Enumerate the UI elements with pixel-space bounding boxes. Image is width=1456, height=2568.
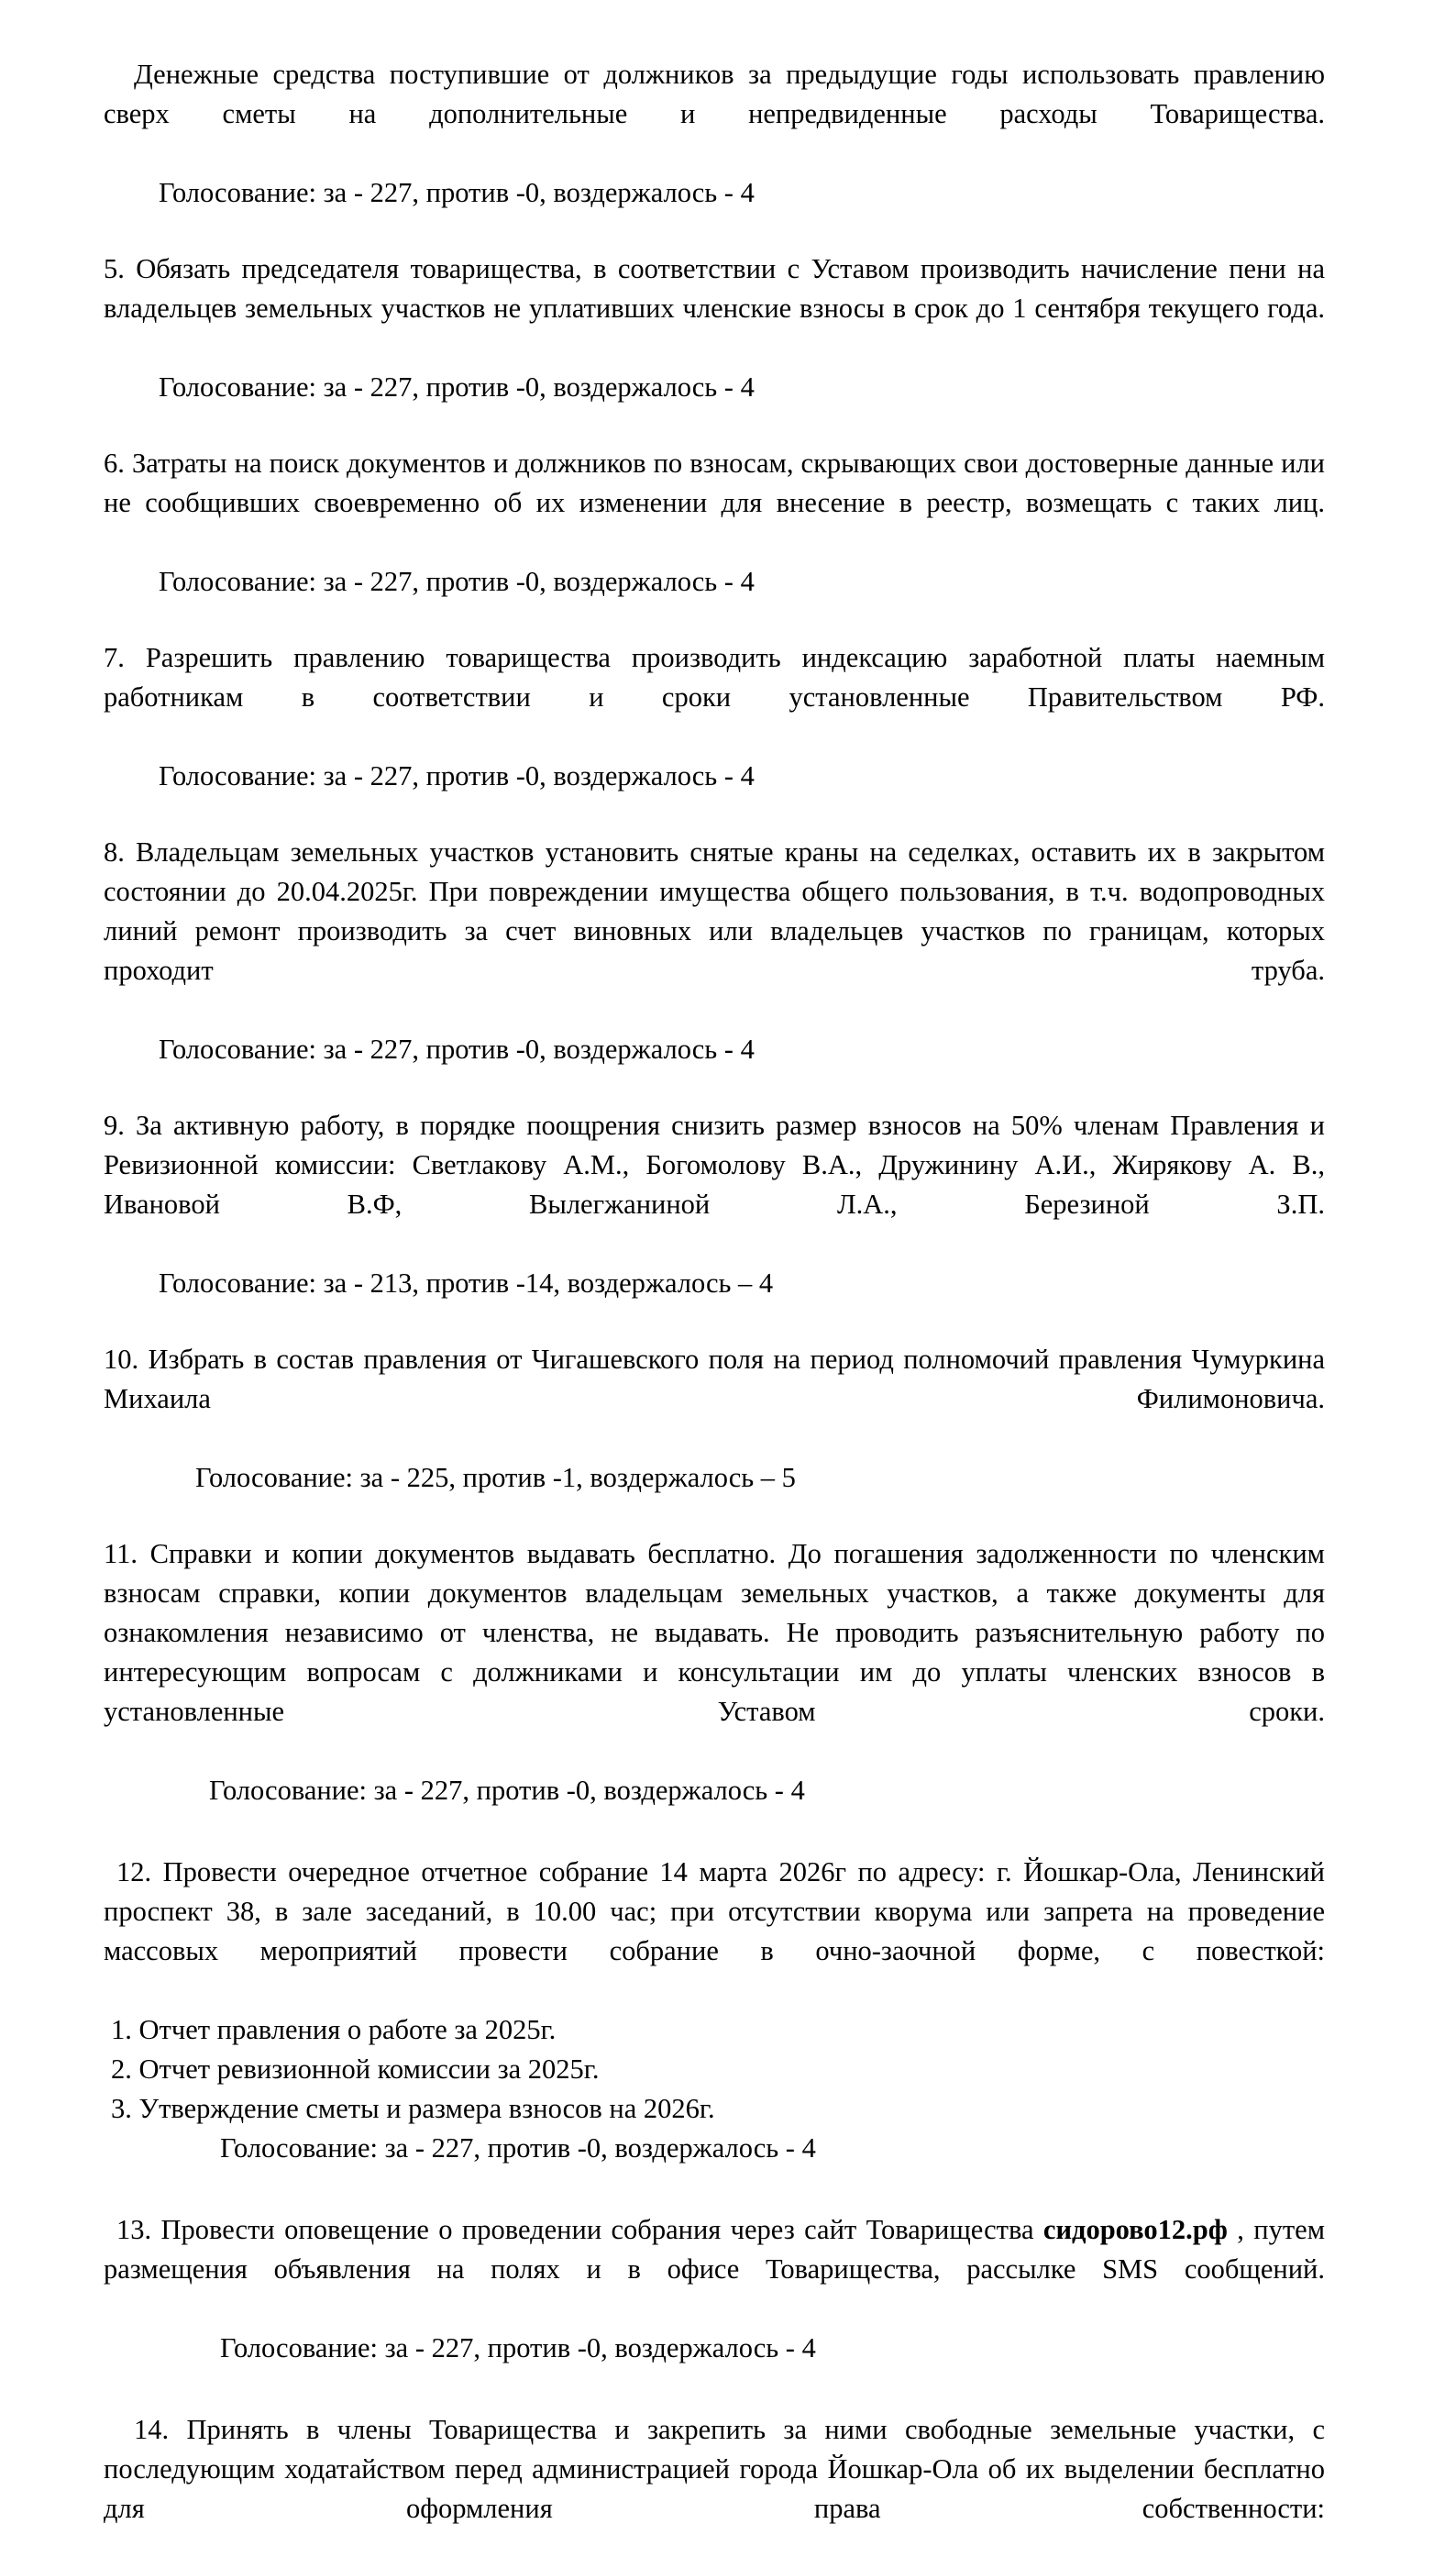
document-body <box>104 55 1325 2568</box>
resolution-item-10: 10. Избрать в состав правления от Чигашевского поля на период полномочий правления Чумуркина Михаила Филимоновича. <box>104 1344 1325 1414</box>
vote-line-item-13: Голосование: за - 227, против -0, воздержалось - 4 <box>220 2332 816 2363</box>
spacer <box>104 1810 1325 1853</box>
item-13-text-before: 13. Провести оповещение о проведении собрания через сайт Товарищества <box>116 2214 1043 2245</box>
vote-line-item-5: Голосование: за - 227, против -0, воздержалось - 4 <box>159 371 755 403</box>
agenda-item-1: 1. Отчет правления о работе за 2025г. <box>111 2014 557 2045</box>
resolution-item-5: 5. Обязать председателя товарищества, в соответствии с Уставом производить начисление пени на владельцев земельных участков не уплативших членские взносы в срок до 1 сентября текущего года. <box>104 253 1325 324</box>
resolution-item-14: 14. Принять в члены Товарищества и закрепить за ними свободные земельные участки, с последующим ходатайством перед администрацией города Йошкар-Ола об их выделении бесплатно для оформления права собственности: <box>104 2414 1325 2524</box>
spacer <box>104 407 1325 444</box>
vote-line-item-12: Голосование: за - 227, против -0, воздержалось - 4 <box>220 2132 816 2164</box>
resolution-item-6: 6. Затраты на поиск документов и должников по взносам, скрывающих свои достоверные данные или не сообщивших своевременно об их изменении для внесение в реестр, возмещать с таких лиц. <box>104 448 1325 518</box>
resolution-item-11: 11. Справки и копии документов выдавать бесплатно. До погашения задолженности по членским взносам справки, копии документов владельцам земельных участков, а также документы для ознакомления независимо от членства, не выдавать. Не проводить разъяснительную работу по интересующим вопросам с должниками и консультации им до уплаты членских взносов в установленные Уставом сроки. <box>104 1538 1325 1727</box>
vote-line-item-9: Голосование: за - 213, против -14, воздержалось – 4 <box>159 1267 774 1299</box>
vote-line-item-10: Голосование: за - 225, против -1, воздержалось – 5 <box>195 1462 796 1493</box>
spacer <box>104 2368 1325 2410</box>
vote-line-item-8: Голосование: за - 227, против -0, воздержалось - 4 <box>159 1034 755 1065</box>
agenda-item-2: 2. Отчет ревизионной комиссии за 2025г. <box>111 2053 600 2085</box>
spacer <box>104 2168 1325 2210</box>
spacer <box>104 796 1325 833</box>
item-13-text-after: , путем размещения объявления на полях и в офисе Товарищества, рассылке SMS сообщений. <box>104 2214 1325 2285</box>
agenda-item-3: 3. Утверждение сметы и размера взносов на 2026г. <box>111 2093 715 2124</box>
spacer <box>104 1069 1325 1106</box>
spacer <box>104 1303 1325 1340</box>
spacer <box>104 213 1325 249</box>
resolution-item-7: 7. Разрешить правлению товарищества производить индексацию заработной платы наемным работникам в соответствии и сроки установленные Правительством РФ. <box>104 642 1325 713</box>
intro-paragraph: Денежные средства поступившие от должников за предыдущие годы использовать правлению сверх сметы на дополнительные и непредвиденные расходы Товарищества. <box>104 59 1325 129</box>
resolution-item-8: 8. Владельцам земельных участков установить снятые краны на седелках, оставить их в закрытом состоянии до 20.04.2025г. При повреждении имущества общего пользования, в т.ч. водопроводных линий ремонт производить за счет виновных или владельцев участков по границам, которых проходит труба. <box>104 836 1325 986</box>
vote-line-item-7: Голосование: за - 227, против -0, воздержалось - 4 <box>159 760 755 791</box>
vote-line-item-11: Голосование: за - 227, против -0, воздержалось - 4 <box>209 1775 805 1806</box>
spacer <box>104 1498 1325 1534</box>
resolution-item-12: 12. Провести очередное отчетное собрание 14 марта 2026г по адресу: г. Йошкар-Ола, Ленинский проспект 38, в зале заседаний, в 10.00 час; при отсутствии кворума или запрета на проведение массовых мероприятий провести собрание в очно-заочной форме, с повесткой: <box>104 1856 1325 1966</box>
website-link: сидорово12.рф <box>1042 2214 1228 2245</box>
spacer <box>104 602 1325 638</box>
resolution-item-13 <box>104 2210 1325 2329</box>
resolution-item-9: 9. За активную работу, в порядке поощрения снизить размер взносов на 50% членам Правления и Ревизионной комиссии: Светлакову А.М., Богомолову В.А., Дружинину А.И., Жирякову А. В., Ивановой В.Ф, Вылегжаниной Л.А., Березиной З.П. <box>104 1110 1325 1220</box>
intro-vote-line: Голосование: за - 227, против -0, воздержалось - 4 <box>159 177 755 208</box>
vote-line-item-6: Голосование: за - 227, против -0, воздержалось - 4 <box>159 566 755 597</box>
